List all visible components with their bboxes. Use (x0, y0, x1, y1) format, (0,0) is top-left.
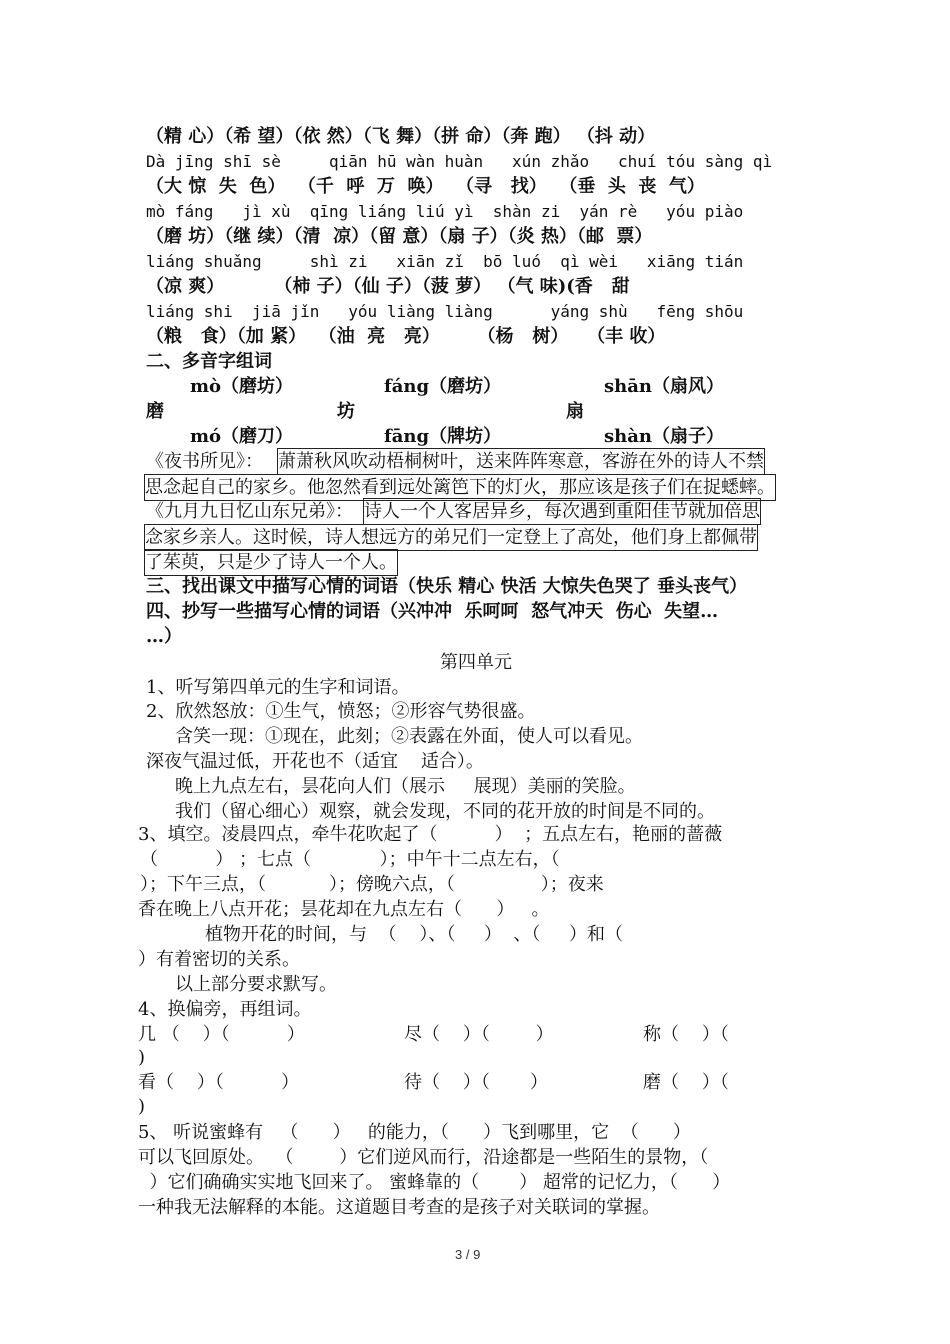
unit4-q4-title: 4、换偏旁，再组词。 (138, 999, 312, 1020)
polyphone-mo-top: mò（磨坊） (190, 376, 294, 397)
vocab-row3-words: （磨 坊）（继 续）（清 凉）（留 意）（扇 子）（炎 热）（邮 票） (146, 226, 653, 247)
poem1-line2: 思念起自己的家乡。他忽然看到远处篱笆下的灯火，那应该是孩子们在捉蟋蟀。 (144, 474, 776, 501)
unit4-q5-line3: ）它们确确实实地飞回来了。 蜜蜂靠的（ ） 超常的记忆力，（ ） (138, 1172, 731, 1193)
polyphone-char-shan: 扇 (566, 401, 584, 422)
unit4-q3-line4: 香在晚上八点开花；昙花却在九点左右（ ） 。 (138, 899, 550, 920)
unit4-q5-line4: 一种我无法解释的本能。这道题目考查的是孩子对关联词的掌握。 (138, 1197, 660, 1218)
section4-text-line1: 四、抄写一些描写心情的词语（兴冲冲 乐呵呵 怒气冲天 伤心 失望… (146, 601, 719, 622)
poem2-line1: 诗人一个人客居异乡，每次遇到重阳佳节就加倍思 (363, 498, 761, 525)
polyphone-fang-bottom: fāng（牌坊） (384, 426, 502, 447)
unit4-q1: 1、听写第四单元的生字和词语。 (146, 677, 410, 698)
polyphone-title: 二、多音字组词 (146, 351, 272, 372)
unit4-q2-e: 我们（留心细心）观察，就会发现，不同的花开放的时间是不同的。 (175, 801, 715, 822)
vocab-row2-words: （大 惊 失 色） （千 呼 万 唤） （寻 找） （垂 头 丧 气） (146, 176, 705, 197)
unit4-q3-line5: 植物开花的时间，与 （ ）、（ ） 、（ ）和（ (205, 924, 623, 945)
unit4-q4-row1-a: 几 （ ）（ ） (138, 1024, 305, 1045)
vocab-row2-pinyin: Dà jīng shī sè qiān hū wàn huàn xún zhǎo chuí tóu sàng qì (146, 152, 773, 171)
vocab-row1-words: （精 心）（希 望）（依 然）（飞 舞）（拼 命）（奔 跑） （抖 动） (146, 126, 656, 147)
unit4-heading: 第四单元 (440, 652, 512, 673)
vocab-row4-words: （凉 爽） （柿 子）（仙 子）（菠 萝） （气 味)(香 甜 (146, 276, 630, 297)
unit4-q2-c: 深夜气温过低，开花也不（适宜 适合）。 (146, 751, 484, 772)
polyphone-char-mo: 磨 (146, 401, 164, 422)
unit4-q4-row2-b: 待（ ）（ ） (404, 1072, 548, 1093)
unit4-q5-line1: 5、 听说蜜蜂有 （ ） 的能力，（ ）飞到哪里，它 （ ） (138, 1122, 691, 1143)
unit4-q3-line3: ）；下午三点，（ ）；傍晚六点，（ ）；夜来 (140, 874, 604, 895)
polyphone-char-fang: 坊 (337, 401, 355, 422)
unit4-q4-row2-a: 看（ ）（ ） (138, 1072, 300, 1093)
unit4-q3-line2: （ ） ；七点（ ）；中午十二点左右，（ (140, 849, 560, 870)
vocab-row4-pinyin: liáng shuǎng shì zi xiān zǐ bō luó qì wèi xiāng tián (146, 252, 744, 271)
unit4-q4-row2-end: ) (138, 1096, 146, 1117)
unit4-q4-row2-c: 磨（ ）（ (643, 1072, 729, 1093)
unit4-q5-line2: 可以飞回原处。 （ ）它们逆风而行，沿途都是一些陌生的景物，（ (138, 1147, 709, 1168)
section4-text-line2: …） (146, 626, 182, 647)
vocab-row5-pinyin: liáng shi jiā jǐn yóu liàng liàng yáng shù fēng shōu (146, 302, 744, 321)
vocab-row5-words: （粮 食）（加 紧） （油 亮 亮） （杨 树） （丰 收） (146, 326, 666, 347)
poem2-line3: 了茱萸，只是少了诗人一个人。 (144, 549, 398, 576)
unit4-q2-d: 晚上九点左右，昙花向人们（展示 展现）美丽的笑脸。 (175, 776, 636, 797)
unit4-q3-line6: ）有着密切的关系。 (138, 949, 300, 970)
unit4-q4-row1-c: 称（ ）（ (643, 1024, 729, 1045)
poem2-line2: 念家乡亲人。这时候，诗人想远方的弟兄们一定登上了高处，他们身上都佩带 (144, 524, 758, 551)
unit4-q2-b: 含笑一现：①现在，此刻；②表露在外面，使人可以看见。 (175, 726, 643, 747)
poem1-line1: 萧萧秋风吹动梧桐树叶，送来阵阵寒意，客游在外的诗人不禁 (277, 448, 765, 475)
poem2-title: 《九月九日忆山东兄弟》： (146, 501, 353, 522)
poem1-title: 《夜书所见》： (146, 451, 263, 472)
vocab-row3-pinyin: mò fáng jì xù qīng liáng liú yì shàn zi yán rè yóu piào (146, 202, 744, 221)
unit4-q3-line7: 以上部分要求默写。 (175, 974, 337, 995)
unit4-q3-line1: 3、填空。凌晨四点，牵牛花吹起了（ ） ；五点左右，艳丽的蔷薇 (138, 824, 723, 845)
polyphone-fang-top: fáng（磨坊） (384, 376, 502, 397)
polyphone-shan-top: shān（扇风） (604, 376, 724, 397)
polyphone-mo-bottom: mó（磨刀） (190, 426, 294, 447)
unit4-q4-row1-b: 尽（ ）（ ） (404, 1024, 554, 1045)
page-number: 3 / 9 (455, 1247, 481, 1262)
unit4-q2: 2、欣然怒放：①生气，愤怒；②形容气势很盛。 (146, 701, 536, 722)
section3-text: 三、找出课文中描写心情的词语（快乐 精心 快活 大惊失色哭了 垂头丧气） (146, 576, 748, 597)
polyphone-shan-bottom: shàn（扇子） (604, 426, 724, 447)
unit4-q4-row1-end: ) (138, 1047, 146, 1068)
